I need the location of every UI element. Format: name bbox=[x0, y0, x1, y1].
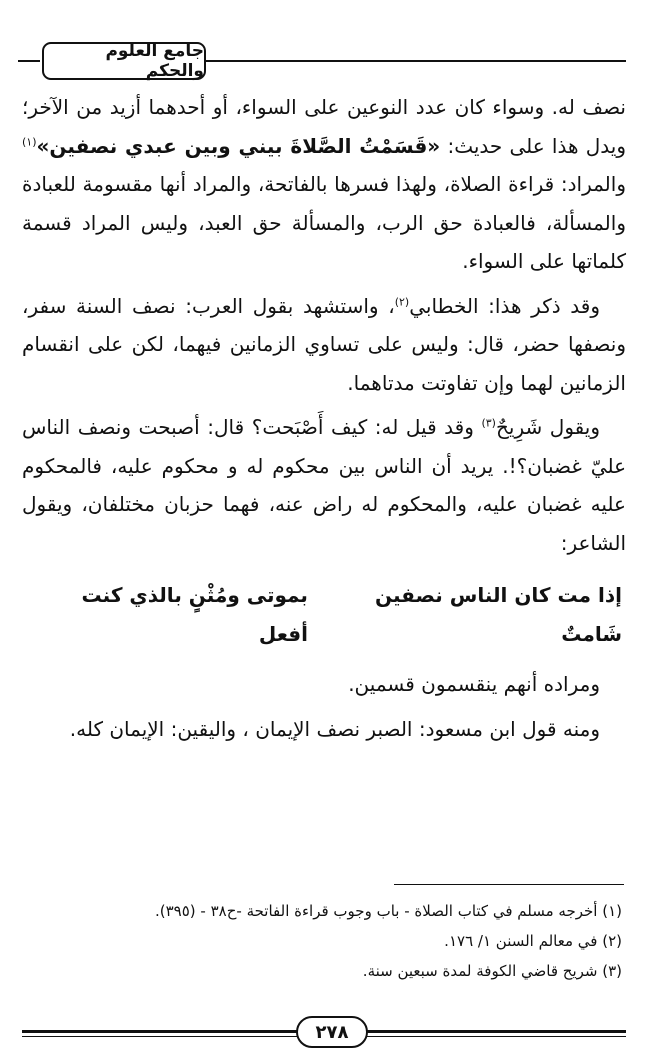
header-rule-right bbox=[206, 60, 626, 62]
footnote-ref-3[interactable]: (٣) bbox=[481, 416, 496, 430]
main-text bbox=[22, 88, 626, 754]
book-title: جامع العلوم والحكم bbox=[42, 42, 206, 80]
poem-second-hemistich: بموتى ومُثْنٍ بالذي كنت أفعل bbox=[81, 583, 308, 646]
poem-verse bbox=[22, 576, 626, 653]
footnote-3: (٣) شريح قاضي الكوفة لمدة سبعين سنة. bbox=[362, 962, 622, 980]
paragraph-2 bbox=[22, 287, 626, 403]
footnote-2: (٢) في معالم السنن ١/ ١٧٦. bbox=[444, 932, 622, 950]
footnote-ref-1[interactable]: (١) bbox=[22, 134, 37, 148]
header-rule-left bbox=[18, 60, 40, 62]
paragraph-3 bbox=[22, 408, 626, 562]
hadith-quote: «قَسَمْتُ الصَّلاةَ بيني وبين عبدي نصفين» bbox=[36, 133, 441, 158]
p2-text-a: وقد ذكر هذا: الخطابي bbox=[409, 293, 601, 318]
paragraph-4: ومراده أنهم ينقسمون قسمين. bbox=[348, 672, 600, 696]
paragraph-1 bbox=[22, 88, 626, 281]
p2-text-b: ، واستشهد بقول العرب: نصف السنة سفر، ونصفها حضر، قال: وليس على تساوي الزمانين فيهما، لكن على انقسام الزمانين لهما وإن تفاوتت مدتاهما. bbox=[22, 293, 626, 395]
poem-first-hemistich: إذا مت كان الناس نصفين شَامتٌ bbox=[374, 583, 622, 646]
footnotes bbox=[22, 896, 626, 986]
running-header bbox=[18, 40, 626, 82]
paragraph-5: ومنه قول ابن مسعود: الصبر نصف الإيمان ، واليقين: الإيمان كله. bbox=[69, 716, 600, 741]
p1-text-b: والمراد: قراءة الصلاة، ولهذا فسرها بالفاتحة، والمراد أنها مقسومة للعبادة والمسألة، فالعبادة حق الرب، والمسألة حق العبد، وليس المراد قسمة كلماتها على السواء. bbox=[22, 172, 626, 273]
page-number: ٢٧٨ bbox=[296, 1016, 368, 1048]
footnote-ref-2[interactable]: (٢) bbox=[394, 294, 410, 308]
p1-text-a: نصف له. وسواء كان عدد النوعين على السواء، أو أحدهما أزيد من الآخر؛ ويدل هذا على حديث: bbox=[22, 95, 626, 158]
p3-text-b: وقد قيل له: كيف أَصْبَحت؟ قال: أصبحت ونصف الناس عليّ غضبان؟!. يريد أن الناس بين محكوم له و محكوم عليه، فالمحكوم عليه غضبان عليه، والمحكوم له راض عنه، فهما حزبان مختلفان، ويقول الشاعر: bbox=[22, 415, 626, 555]
footnote-1: (١) أخرجه مسلم في كتاب الصلاة - باب وجوب قراءة الفاتحة -ح٣٨ - (٣٩٥). bbox=[154, 902, 622, 920]
p3-text-a: ويقول شَرِيحٌ bbox=[495, 415, 600, 439]
footnote-separator bbox=[394, 884, 624, 885]
